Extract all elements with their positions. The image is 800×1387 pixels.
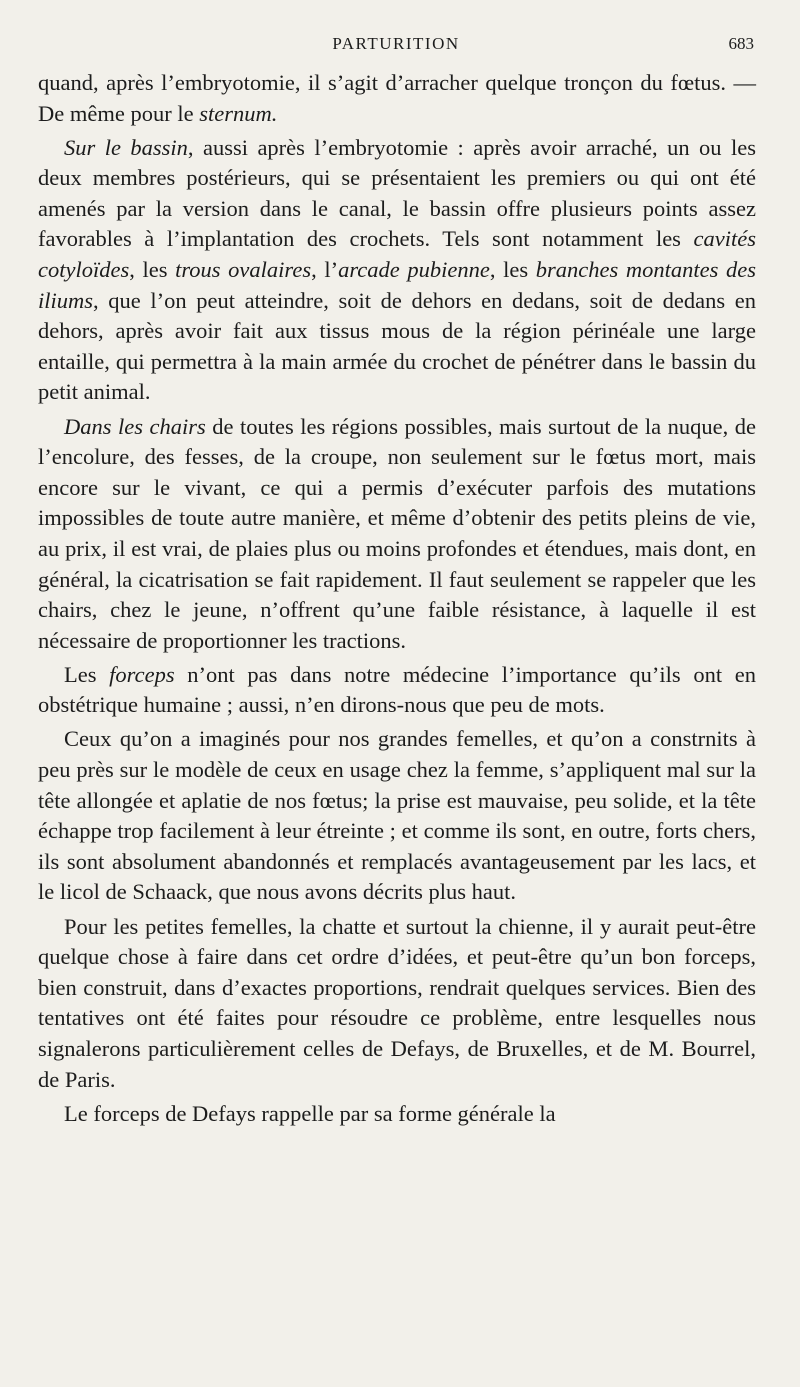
italic-text-segment: arcade pubienne (338, 257, 490, 283)
paragraph (38, 724, 756, 908)
paragraph (38, 660, 756, 721)
text-segment: Les (64, 661, 110, 687)
page-header (38, 30, 754, 60)
italic-text-segment: branches montantes des iliums (38, 257, 757, 313)
italic-text-segment: Dans les chairs (64, 413, 206, 439)
text-segment: de toutes les régions possibles, mais surtout de la nuque, de l’encolure, des fesses, de la croupe, non seulement sur le fœtus mort, mais encore sur le vivant, ce qui a permis d’exécuter parfois des mutations impossibles de toute autre manière, et même d’obtenir des petits pleins de vie, au prix, il est vrai, de plaies plus ou moins profondes et étendues, mais dont, en général, la cicatrisation se fait rapidement. Il faut seulement se rappeler que les chairs, chez le jeune, n’offrent qu’une faible résistance, à laquelle il est nécessaire de proportionner les tractions. (38, 413, 756, 653)
text-segment: n’ont pas dans notre médecine l’importance qu’ils ont en obstétrique humaine ; aussi, n’en dirons-nous que peu de mots. (38, 661, 756, 718)
text-segment: Pour les petites femelles, la chatte et surtout la chienne, il y aurait peut-être quelque chose à faire dans cet ordre d’idées, et peut-être qu’un bon forceps, bien construit, dans d’exactes proportions, rendrait quelques services. Bien des tentatives ont été faites pour résoudre ce problème, entre lesquelles nous signalerons particulièrement celles de Defays, de Bruxelles, et de M. Bourrel, de Paris. (38, 913, 756, 1092)
paragraph (38, 412, 756, 657)
italic-text-segment: forceps (109, 661, 175, 687)
italic-text-segment: Sur le bassin (64, 134, 188, 160)
text-segment: , l’ (311, 257, 339, 283)
paragraph (38, 912, 756, 1096)
paragraph (38, 133, 756, 408)
text-segment: , aussi après l’embryotomie : après avoir arraché, un ou les deux membres postérieurs, qui se présentaient les premiers ou qui ont été amenés par la version dans le canal, le bassin offre plusieurs points assez favorables à l’implantation des crochets. Tels sont notamment les (38, 134, 756, 252)
text-segment: Ceux qu’on a imaginés pour nos grandes femelles, et qu’on a constrnits à peu près sur le modèle de ceux en usage chez la femme, s’appliquent mal sur la tête allongée et aplatie de nos fœtus; la prise est mauvaise, peu solide, et la tête échappe trop facilement à leur étreinte ; et comme ils sont, en outre, forts chers, ils sont absolument abandonnés et remplacés avantageusement par les lacs, et le licol de Schaack, que nous avons décrits plus haut. (38, 726, 756, 905)
body-text (38, 68, 756, 1129)
paragraph (38, 1099, 756, 1130)
italic-text-segment: cavités cotyloïdes (38, 226, 756, 283)
paragraph (38, 68, 756, 129)
text-segment: , que l’on peut atteindre, soit de dehors en dedans, soit de dedans en dehors, après avoir fait aux tissus mous de la région périnéale une large entaille, qui permettra à la main armée du crochet de pénétrer dans le bassin du petit animal. (38, 287, 756, 405)
text-segment: Le forceps de Defays rappelle par sa forme générale la (64, 1100, 556, 1126)
running-head: PARTURITION (332, 34, 460, 53)
page-number: 683 (728, 34, 754, 53)
italic-text-segment: sternum. (199, 100, 278, 126)
text-segment: quand, après l’embryotomie, il s’agit d’arracher quelque tronçon du fœtus. — De même pour le (38, 70, 756, 126)
text-segment: , les (489, 257, 536, 283)
italic-text-segment: trous ovalaires (175, 257, 312, 283)
text-segment: , les (129, 257, 176, 283)
